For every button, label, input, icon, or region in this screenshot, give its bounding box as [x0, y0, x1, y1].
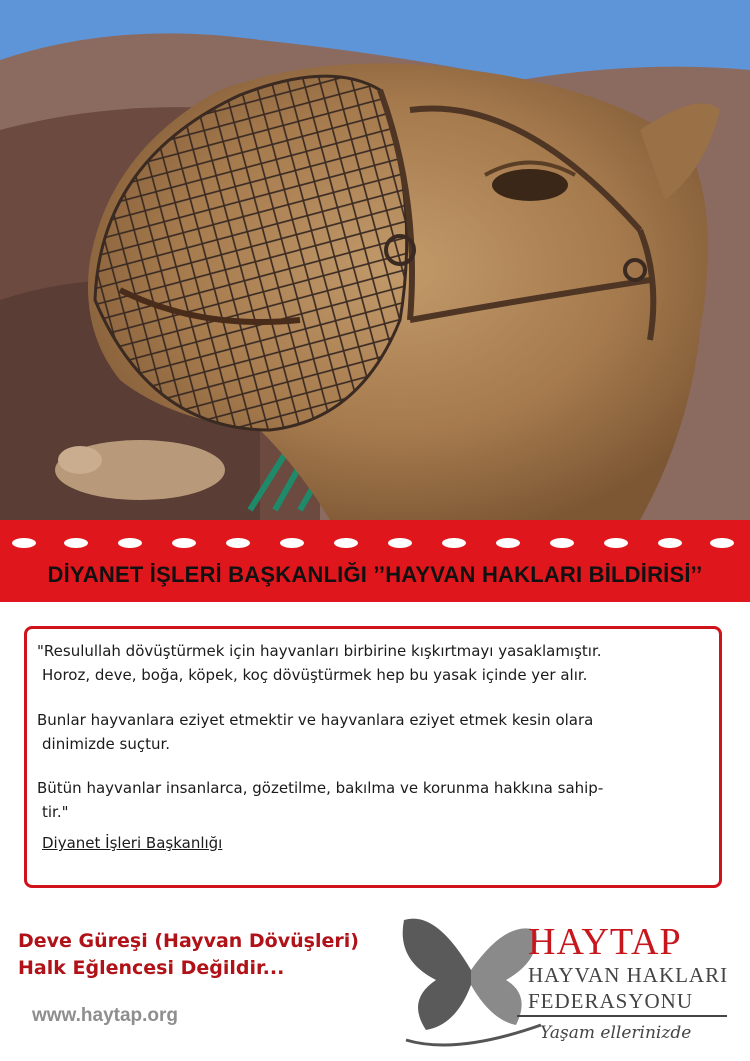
- decorative-dot: [496, 538, 520, 548]
- decorative-dot: [64, 538, 88, 548]
- decorative-dot: [12, 538, 36, 548]
- quote-box: [24, 626, 722, 888]
- quote-line: tir.": [42, 803, 69, 821]
- decorative-dot: [550, 538, 574, 548]
- decorative-dot: [334, 538, 358, 548]
- slogan-line: Halk Eğlencesi Değildir...: [18, 957, 285, 979]
- camel-photo: [0, 0, 750, 520]
- quote-paragraph: [37, 708, 717, 756]
- website-link[interactable]: www.haytap.org: [32, 1005, 179, 1026]
- logo-divider: [517, 1015, 727, 1017]
- decorative-dot: [658, 538, 682, 548]
- decorative-dot: [442, 538, 466, 548]
- decorative-dot-row: [0, 532, 750, 554]
- decorative-dot: [226, 538, 250, 548]
- quote-line: dinimizde suçtur.: [42, 735, 171, 753]
- decorative-dot: [604, 538, 628, 548]
- slogan: [18, 928, 359, 982]
- slogan-line: Deve Güreşi (Hayvan Dövüşleri): [18, 930, 359, 952]
- title-band: [0, 520, 750, 602]
- camel-illustration: [0, 0, 750, 520]
- quote-line: Bunlar hayvanlara eziyet etmektir ve hayvanlara eziyet etmek kesin olara: [37, 711, 594, 729]
- quote-paragraph: [37, 776, 717, 824]
- logo-name: HAYTAP: [528, 921, 682, 963]
- quote-line: Bütün hayvanlar insanlarca, gözetilme, bakılma ve korunma hakkına sahip-: [37, 779, 604, 797]
- quote-line: "Resulullah dövüştürmek için hayvanları birbirine kışkırtmayı yasaklamıştır.: [37, 642, 602, 660]
- decorative-dot: [388, 538, 412, 548]
- logo-subtitle: HAYVAN HAKLARI: [528, 963, 729, 987]
- decorative-dot: [280, 538, 304, 548]
- quote-source: Diyanet İşleri Başkanlığı: [42, 834, 223, 852]
- page-title: DİYANET İŞLERİ BAŞKANLIĞI ’’HAYVAN HAKLARI BİLDİRİSİ’’: [47, 562, 703, 587]
- quote-line: Horoz, deve, boğa, köpek, koç dövüştürmek hep bu yasak içinde yer alır.: [42, 666, 588, 684]
- decorative-dot: [172, 538, 196, 548]
- decorative-dot: [710, 538, 734, 548]
- butterfly-hand-icon: [396, 900, 546, 1050]
- decorative-dot: [118, 538, 142, 548]
- quote-paragraph: [37, 639, 717, 687]
- logo-tagline: Yaşam ellerinizde: [540, 1023, 692, 1043]
- logo-subtitle: FEDERASYONU: [528, 989, 694, 1013]
